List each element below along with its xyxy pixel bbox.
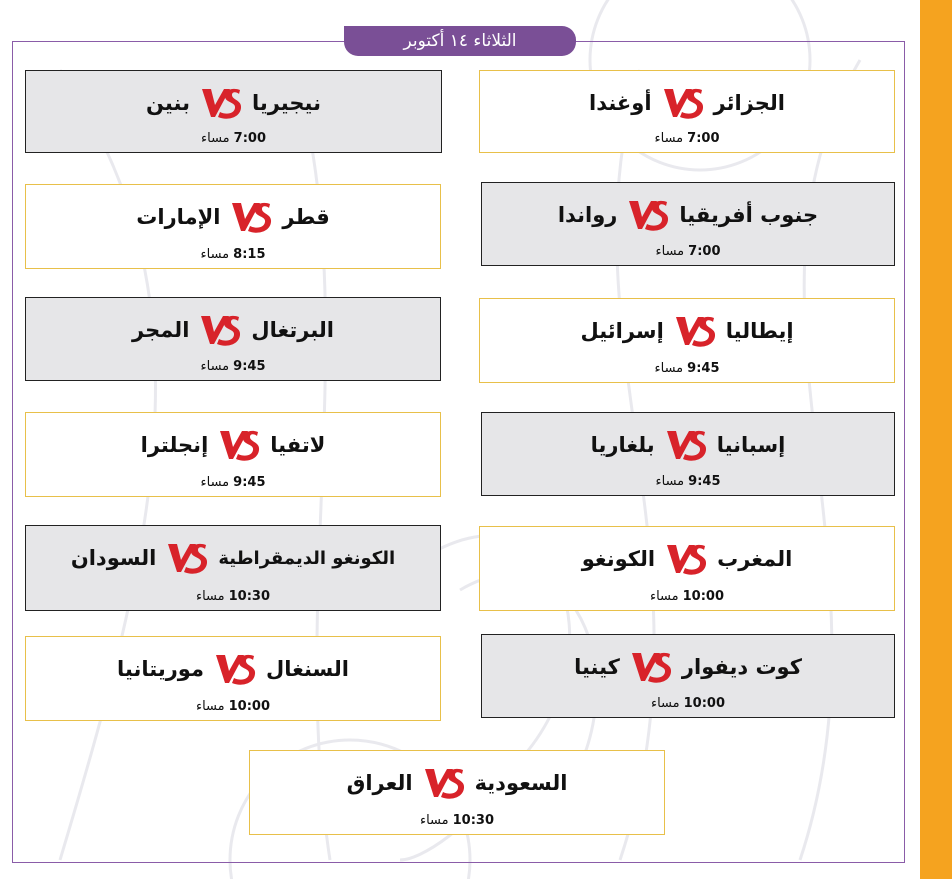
match-time: 7:00 (687, 131, 720, 146)
home-team: إسبانيا (716, 433, 786, 457)
match-time: 10:30 (452, 813, 495, 828)
match-period: مساء (195, 589, 225, 604)
away-team: السودان (70, 546, 157, 570)
match-time: 9:45 (687, 361, 720, 376)
match-time: 8:15 (233, 247, 266, 262)
home-team: لاتفيا (270, 433, 326, 457)
match-time: 9:45 (233, 475, 266, 490)
home-team: كوت ديفوار (681, 655, 802, 679)
match-time: 10:00 (228, 699, 271, 714)
match-period: مساء (419, 813, 449, 828)
home-team: إيطاليا (725, 319, 794, 343)
vs-icon (665, 427, 707, 463)
match-card (25, 184, 441, 269)
away-team: الكونغو (581, 547, 656, 571)
away-team: رواندا (557, 203, 618, 227)
match-period: مساء (654, 131, 684, 146)
vs-icon (166, 540, 208, 576)
home-team: السعودية (474, 771, 568, 795)
vs-icon (627, 197, 669, 233)
match-card (479, 298, 895, 383)
match-card (479, 526, 895, 611)
match-time: 7:00 (688, 244, 721, 259)
home-team: المغرب (717, 547, 793, 571)
vs-icon (218, 427, 260, 463)
match-card (481, 634, 895, 718)
vs-icon (199, 312, 241, 348)
vs-icon (665, 541, 707, 577)
home-team: نيجيريا (251, 91, 321, 115)
away-team: بلغاريا (590, 433, 655, 457)
away-team: إسرائيل (580, 319, 664, 343)
match-period: مساء (200, 359, 230, 374)
match-period: مساء (655, 244, 685, 259)
away-team: موريتانيا (117, 657, 204, 681)
vs-icon (200, 85, 242, 121)
match-card (481, 182, 895, 266)
match-period: مساء (200, 247, 230, 262)
match-period: مساء (195, 699, 225, 714)
side-accent-bar (920, 0, 952, 879)
vs-icon (230, 199, 272, 235)
home-team: قطر (282, 205, 330, 229)
match-card (25, 70, 442, 153)
away-team: الإمارات (136, 205, 221, 229)
match-period: مساء (201, 131, 230, 146)
match-time: 9:45 (688, 474, 721, 489)
away-team: أوغندا (589, 91, 652, 115)
match-time: 10:30 (228, 589, 271, 604)
date-header (344, 26, 576, 56)
vs-icon (674, 313, 716, 349)
match-period: مساء (649, 589, 679, 604)
match-card (25, 525, 441, 611)
match-card (25, 297, 441, 381)
match-period: مساء (654, 361, 684, 376)
home-team: السنغال (265, 657, 349, 681)
away-team: إنجلترا (140, 433, 209, 457)
away-team: العراق (346, 771, 413, 795)
away-team: كينيا (574, 655, 620, 679)
home-team: جنوب أفريقيا (679, 203, 819, 227)
match-card (481, 412, 895, 496)
away-team: بنين (146, 91, 190, 115)
match-card (25, 636, 441, 721)
match-period: مساء (650, 696, 680, 711)
home-team: البرتغال (251, 318, 334, 342)
match-period: مساء (200, 475, 230, 490)
vs-icon (630, 649, 672, 685)
match-card (25, 412, 441, 497)
match-period: مساء (655, 474, 685, 489)
match-card (249, 750, 665, 835)
match-time: 7:00 (233, 131, 266, 146)
match-time: 10:00 (683, 696, 726, 711)
home-team: الجزائر (713, 91, 785, 115)
vs-icon (214, 651, 256, 687)
home-team: الكونغو الديمقراطية (218, 547, 396, 569)
away-team: المجر (132, 318, 190, 342)
vs-icon (423, 765, 465, 801)
match-time: 10:00 (682, 589, 725, 604)
match-time: 9:45 (233, 359, 266, 374)
date-label: الثلاثاء ١٤ أكتوبر (403, 31, 517, 51)
match-card (479, 70, 895, 153)
vs-icon (662, 85, 704, 121)
